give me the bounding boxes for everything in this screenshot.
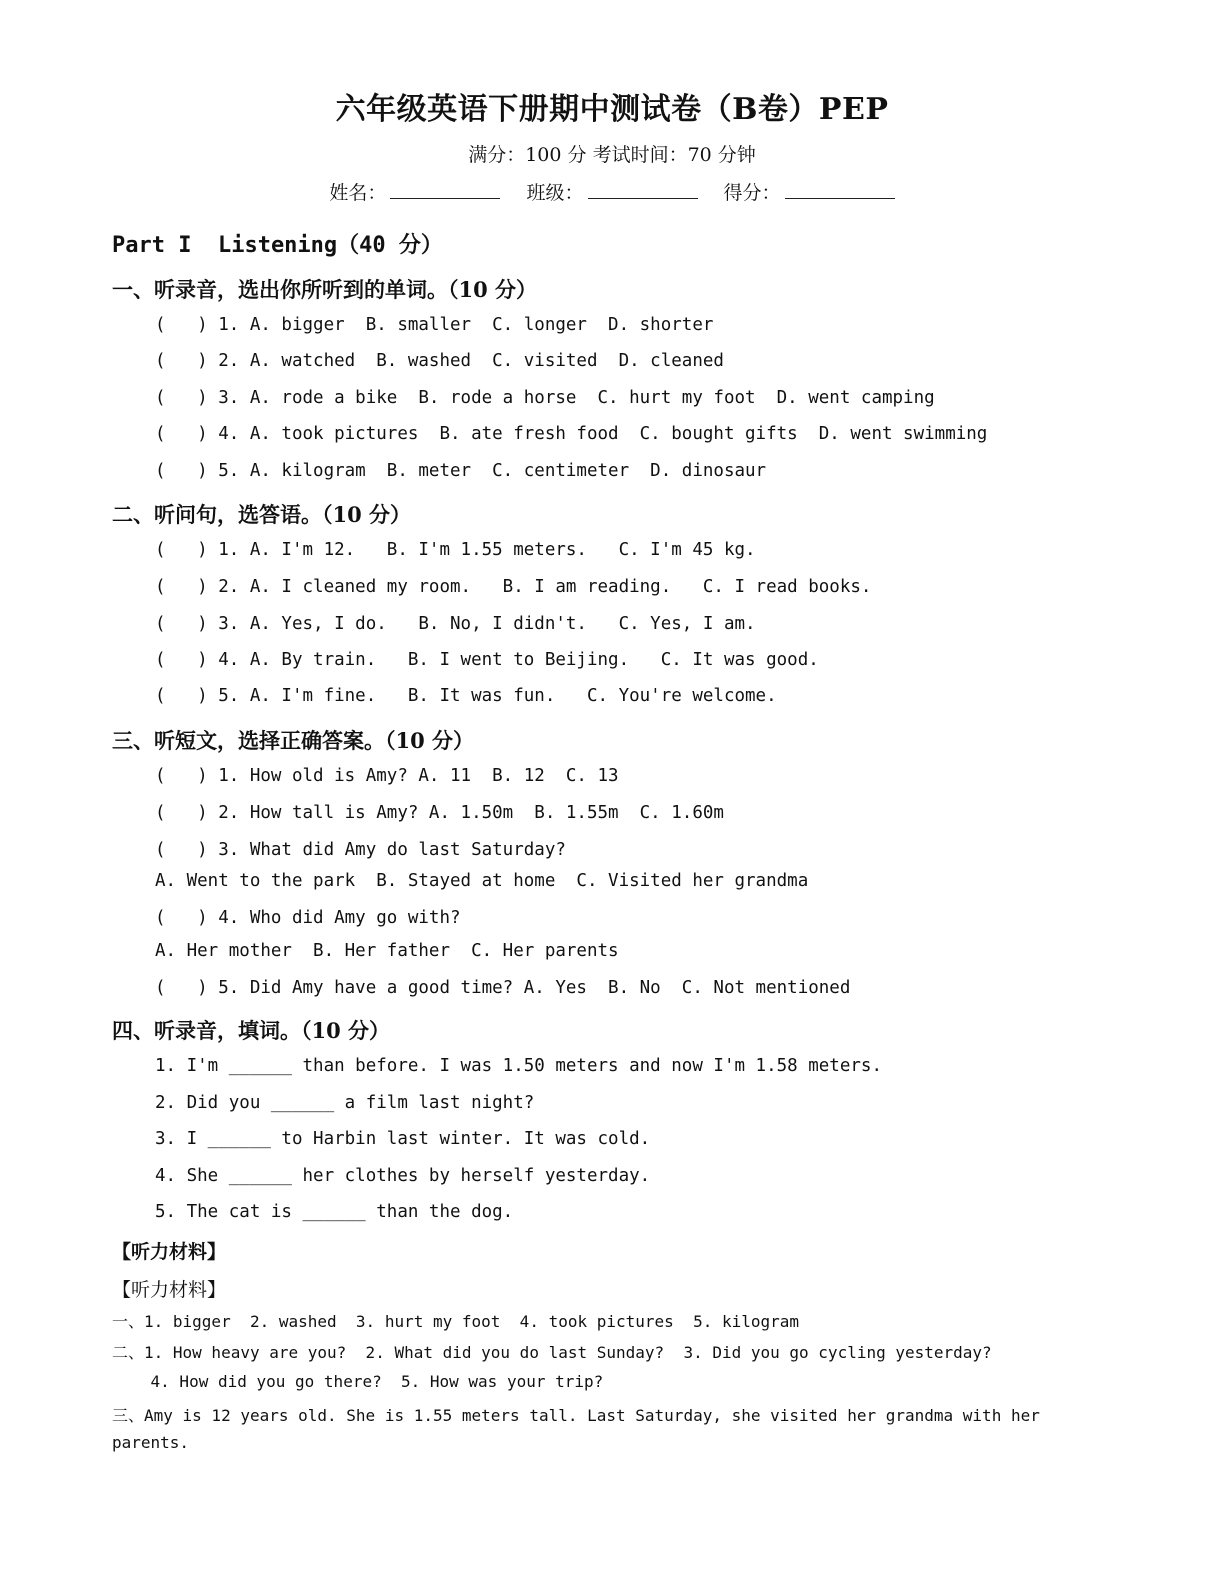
question-line: ( ) 1. A. bigger B. smaller C. longer D. shorter xyxy=(155,315,714,335)
score-label: 得分： xyxy=(723,182,781,204)
section2-heading: 二、听问句，选答语。（10 分） xyxy=(112,502,412,527)
section3-heading: 三、听短文，选择正确答案。（10 分） xyxy=(112,728,475,753)
materials-line: parents. xyxy=(112,1433,190,1452)
question-line: ( ) 5. Did Amy have a good time? A. Yes B. No C. Not mentioned xyxy=(155,978,851,998)
score-field xyxy=(724,178,895,205)
class-field xyxy=(526,178,697,205)
name-field xyxy=(329,178,500,205)
question-line: ( ) 4. A. took pictures B. ate fresh food C. bought gifts D. went swimming xyxy=(155,424,988,444)
fill-blank-line: 2. Did you ______ a film last night? xyxy=(155,1093,535,1113)
exam-title: 六年级英语下册期中测试卷（B卷）PEP xyxy=(335,92,889,127)
fill-blank-line: 3. I ______ to Harbin last winter. It was cold. xyxy=(155,1129,651,1149)
materials-heading-bold: 【听力材料】 xyxy=(112,1241,227,1263)
score-blank[interactable] xyxy=(785,180,895,199)
materials-line: 三、Amy is 12 years old. She is 1.55 meters tall. Last Saturday, she visited her grandma with her xyxy=(112,1406,1040,1425)
question-line: ( ) 3. What did Amy do last Saturday? xyxy=(155,840,566,860)
materials-line: 一、1. bigger 2. washed 3. hurt my foot 4. took pictures 5. kilogram xyxy=(112,1312,800,1331)
question-line: ( ) 4. Who did Amy go with? xyxy=(155,908,461,928)
exam-subtitle: 满分：100 分 考试时间：70 分钟 xyxy=(468,144,756,166)
question-line: ( ) 5. A. I'm fine. B. It was fun. C. You're welcome. xyxy=(155,686,777,706)
question-line: ( ) 3. A. rode a bike B. rode a horse C. hurt my foot D. went camping xyxy=(155,388,935,408)
question-line: ( ) 4. A. By train. B. I went to Beijing. C. It was good. xyxy=(155,650,819,670)
fill-blank-line: 1. I'm ______ than before. I was 1.50 meters and now I'm 1.58 meters. xyxy=(155,1056,882,1076)
name-blank[interactable] xyxy=(390,180,500,199)
question-line: ( ) 2. A. watched B. washed C. visited D. cleaned xyxy=(155,351,724,371)
question-line: ( ) 5. A. kilogram B. meter C. centimeter D. dinosaur xyxy=(155,461,767,481)
part-heading: Part I Listening（40 分） xyxy=(112,233,443,258)
question-line: ( ) 1. How old is Amy? A. 11 B. 12 C. 13 xyxy=(155,766,619,786)
question-line: ( ) 3. A. Yes, I do. B. No, I didn't. C. Yes, I am. xyxy=(155,614,756,634)
question-line: ( ) 1. A. I'm 12. B. I'm 1.55 meters. C. I'm 45 kg. xyxy=(155,540,756,560)
class-label: 班级： xyxy=(526,182,584,204)
materials-line: 二、1. How heavy are you? 2. What did you do last Sunday? 3. Did you go cycling yesterday? xyxy=(112,1343,992,1362)
option-line: A. Her mother B. Her father C. Her parents xyxy=(155,941,619,961)
student-info-row xyxy=(0,178,1224,205)
question-line: ( ) 2. How tall is Amy? A. 1.50m B. 1.55m C. 1.60m xyxy=(155,803,724,823)
class-blank[interactable] xyxy=(588,180,698,199)
question-line: ( ) 2. A. I cleaned my room. B. I am reading. C. I read books. xyxy=(155,577,872,597)
section4-heading: 四、听录音，填词。（10 分） xyxy=(112,1018,391,1043)
section1-heading: 一、听录音，选出你所听到的单词。（10 分） xyxy=(112,277,538,302)
name-label: 姓名： xyxy=(329,182,387,204)
materials-heading: 【听力材料】 xyxy=(112,1279,227,1301)
materials-line: 4. How did you go there? 5. How was your trip? xyxy=(112,1372,604,1391)
fill-blank-line: 5. The cat is ______ than the dog. xyxy=(155,1202,514,1222)
fill-blank-line: 4. She ______ her clothes by herself yesterday. xyxy=(155,1166,651,1186)
option-line: A. Went to the park B. Stayed at home C. Visited her grandma xyxy=(155,871,809,891)
